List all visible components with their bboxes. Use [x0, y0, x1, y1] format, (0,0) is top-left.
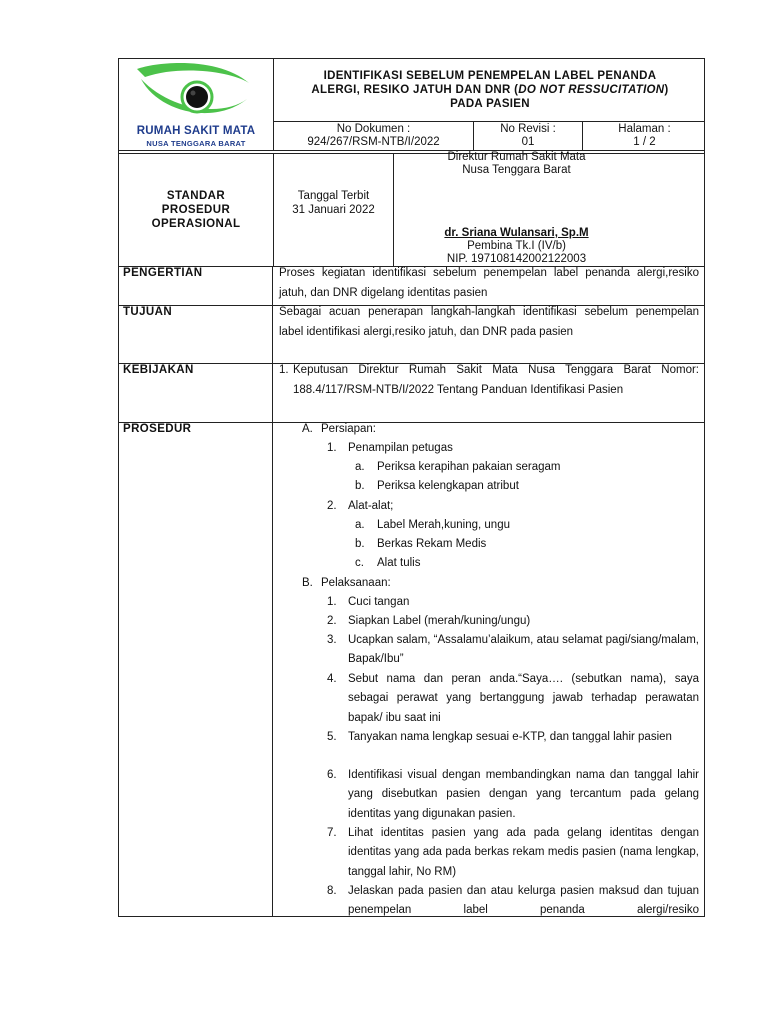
director-cell: Direktur Rumah Sakit Mata Nusa Tenggara Barat — [447, 151, 586, 176]
list-item: Label Merah,kuning, ungu — [377, 519, 510, 531]
revision-cell — [474, 123, 582, 149]
list-item: Alat-alat; — [348, 500, 394, 512]
signer-nip: NIP. 197108142002122003 — [446, 253, 587, 265]
list-item: Ucapkan salam, “Assalamu’alaikum, atau selamat pagi/siang/malam, Bapak/Ibu” — [348, 634, 699, 666]
logo-subname: NUSA TENGGARA BARAT — [146, 139, 246, 148]
list-item: Alat tulis — [377, 557, 421, 569]
issue-date-value: 31 Januari 2022 — [292, 204, 375, 216]
issue-date-cell — [274, 189, 393, 217]
signer-name: dr. Sriana Wulansari, Sp.M — [444, 227, 589, 239]
list-item: Berkas Rekam Medis — [377, 538, 487, 550]
list-item: Cuci tangan — [348, 596, 410, 608]
logo-name: RUMAH SAKIT MATA — [136, 125, 256, 137]
sop-document: RUMAH SAKIT MATA NUSA TENGGARA BARAT IDENTIFIKASI SEBELUM PENEMPELAN LABEL PENANDA ALERGI, RESIKO JATUH DAN DNR (DO NOT RESSUCITATION) PADA PASIEN No Dokumen : 924/267/RSM-NTB/I/2022 No Revisi : 01 Halaman : 1 / 2 STANDAR PROSEDUR OPERASIONAL Tanggal Terbit 31 Januari 2022 Direktur Rumah Sakit Mata Nusa Tenggara Barat dr. Sriana Wulansari, Sp.M Pembina Tk.I (IV/b) NIP. 197108142002122003 PENGERTIAN Proses kegiatan identifikasi sebelum penempelan label penanda alergi,resiko jatuh, dan DNR digelang identitas pasien TUJUAN Sebagai acuan penerapan langkah-langkah identifikasi sebelum penempelan label identifikasi alergi,resiko jatuh, dan DNR pada pasien KEBIJAKAN 1. Keputusan Direktur Rumah Sakit Mata Nusa Tenggara Barat Nomor: 188.4/117/RSM-NTB/I/2022 Tentang Panduan Identifikasi Pasien PROSEDUR A. Persiapan: 1. Penampilan petugas a. Periksa kerapihan pakaian seragam b. Periksa kelengkapan atribut 2. Alat-alat; a. Label Merah,kuning, ungu b. Berkas Rekam Medis c. Alat tulis B. Pelaksanaan: 1. Cuci tangan 2. Siapkan Label (merah/kuning/ungu) 3. Ucapkan salam, “Assalamu’alaikum, atau selamat pagi/siang/malam, Bapak/Ibu” 4. Sebut nama dan peran anda.“Saya…. (sebutkan nama), saya sebagai perawat yang bertanggung jawab terhadap perawatan bapak/ ibu saat ini 5. Tanyakan nama lengkap sesuai e-KTP, dan tanggal lahir pasien 6. Identifikasi visual dengan membandingkan nama dan tanggal lahir yang disebutkan pasien dengan yang tercantum pada gelang identitas yang digunakan pasien. 7. Lihat identitas pasien yang ada pada gelang identitas dengan identitas yang ada pada berkas rekam medis pasien (nama lengkap, tanggal lahir, No RM) 8. Jelaskan pada pasien dan atau kelurga pasien maksud dan tujuan penempelan label penanda alergi/resiko — [118, 58, 705, 917]
page-value: 1 / 2 — [633, 136, 656, 148]
revision-label: No Revisi : — [500, 123, 556, 135]
document-title — [274, 69, 705, 111]
list-item: Jelaskan pada pasien dan atau kelurga pasien maksud dan tujuan penempelan label penanda alergi/resiko — [348, 885, 699, 917]
list-item: Sebut nama dan peran anda.“Saya…. (sebutkan nama), saya sebagai perawat yang bertanggung jawab terhadap perawatan bapak/ ibu saat ini — [348, 673, 699, 724]
list-item: Identifikasi visual dengan membandingkan nama dan tanggal lahir yang disebutkan pasien dengan yang tercantum pada gelang identitas yang digunakan pasien. — [348, 769, 699, 820]
signature-block — [394, 227, 639, 266]
prosedur-label: PROSEDUR — [123, 423, 192, 435]
sop-label: STANDAR PROSEDUR OPERASIONAL — [151, 190, 241, 230]
signer-rank: Pembina Tk.I (IV/b) — [467, 240, 566, 252]
doc-number-value: 924/267/RSM-NTB/I/2022 — [307, 136, 440, 148]
list-item: Periksa kelengkapan atribut — [377, 480, 519, 492]
list-item: Penampilan petugas — [348, 442, 453, 454]
tujuan-label: TUJUAN — [123, 306, 173, 318]
kebijakan-number: 1. — [279, 364, 289, 376]
revision-value: 01 — [521, 136, 535, 148]
page-label: Halaman : — [618, 123, 671, 135]
doc-number-label: No Dokumen : — [336, 123, 411, 135]
title-line-1: IDENTIFIKASI SEBELUM PENEMPELAN LABEL PENANDA — [323, 70, 657, 82]
section-b-title: Pelaksanaan: — [321, 577, 391, 589]
doc-number-cell — [274, 123, 473, 149]
issue-date-label: Tanggal Terbit — [297, 190, 370, 202]
title-line-2: ALERGI, RESIKO JATUH DAN DNR (DO NOT RESSUCITATION) — [311, 84, 669, 96]
list-item: Siapkan Label (merah/kuning/ungu) — [348, 615, 531, 627]
page-cell — [583, 123, 705, 149]
title-line-3: PADA PASIEN — [450, 98, 530, 110]
pengertian-label: PENGERTIAN — [123, 267, 203, 279]
eye-logo-icon — [119, 59, 273, 151]
tujuan-text: Sebagai acuan penerapan langkah-langkah identifikasi sebelum penempelan label identifikasi alergi,resiko jatuh, dan DNR pada pasien — [279, 306, 699, 338]
hospital-logo — [119, 59, 273, 151]
list-item: Lihat identitas pasien yang ada pada gelang identitas dengan identitas yang ada pada berkas rekam medis pasien (nama lengkap, tanggal lahir, No RM) — [348, 827, 699, 878]
list-item: Periksa kerapihan pakaian seragam — [377, 461, 561, 473]
list-item: Tanyakan nama lengkap sesuai e-KTP, dan tanggal lahir pasien — [348, 731, 672, 743]
pengertian-text: Proses kegiatan identifikasi sebelum penempelan label penanda alergi,resiko jatuh, dan DNR digelang identitas pasien — [279, 267, 699, 299]
kebijakan-label: KEBIJAKAN — [123, 364, 194, 376]
kebijakan-text: Keputusan Direktur Rumah Sakit Mata Nusa Tenggara Barat Nomor: 188.4/117/RSM-NTB/I/2022 Tentang Panduan Identifikasi Pasien — [293, 364, 699, 396]
section-a-title: Persiapan: — [321, 423, 376, 435]
